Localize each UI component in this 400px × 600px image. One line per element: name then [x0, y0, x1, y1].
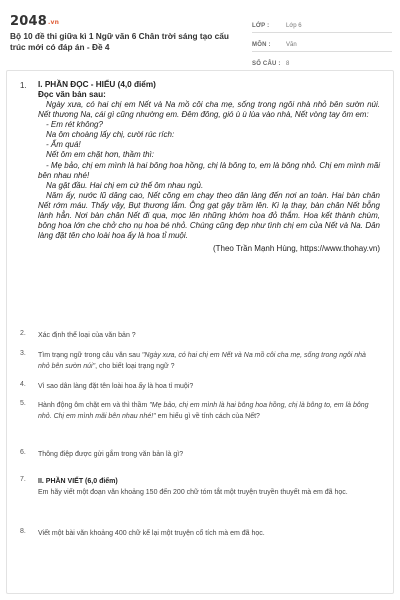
- meta-class: [252, 14, 392, 33]
- meta-class-value: Lớp 6: [286, 23, 302, 29]
- brand-name: 2048: [10, 14, 47, 29]
- passage-line: - Mẹ bảo, chị em mình là hai bông hoa hồng, chị là bông to, em là bông nhỏ. Chị em mình mãi bên nhau nhé!: [38, 160, 380, 180]
- question-text: Viết một bài văn khoảng 400 chữ kể lại một truyện cổ tích mà em đã học.: [38, 530, 265, 537]
- reading-passage: [38, 80, 380, 254]
- question-number: 7.: [20, 476, 26, 483]
- question-tail: , cho biết loại trạng ngữ ?: [95, 363, 175, 370]
- question-text: [38, 350, 378, 372]
- meta-count-value: 8: [286, 61, 290, 67]
- question-text: [38, 400, 378, 422]
- question-body: Em hãy viết một đoạn văn khoảng 150 đến 200 chữ tóm tắt một truyện truyền thuyết mà em đã học.: [38, 489, 348, 496]
- question-number: 2.: [20, 330, 26, 337]
- document-meta: [252, 14, 392, 71]
- brand-suffix: .vn: [47, 19, 60, 26]
- meta-subject-label: MÔN :: [252, 42, 271, 48]
- passage-line: - Em rét không?: [46, 120, 103, 130]
- passage-line: Năm ấy, nước lũ dâng cao, Nết cõng em chạy theo dân làng đến nơi an toàn. Hai bàn chân Nết rớm máu. Thấy vậy, Bụt thương lắm. Ông gạt gậy trầm lên. Kì lạ thay, bàn chân Nết bỗng lành hẳn. Nơi bàn chân Nết đi qua, mọc lên những khóm hoa đỏ thắm. Hoa kết thành chùm, bông hoa lớn che chở cho nụ hoa bé nhỏ. Chúng cũng đẹp như tình chị em của Nết và Na. Dân làng đặt tên cho loài hoa ấy là hoa tỉ muội.: [38, 190, 380, 241]
- question-number: 5.: [20, 400, 26, 407]
- question-quote: "Mẹ bảo, chị em mình là hai bông hoa hồng, chị là bông to, em là bông nhỏ. Chị em mình mãi bên nhau nhé!": [38, 402, 369, 420]
- question-tail: em hiểu gì về tính cách của Nết?: [155, 413, 260, 420]
- question-number: 4.: [20, 381, 26, 388]
- question-number: 1.: [20, 81, 27, 90]
- question-text: Thông điệp được gửi gắm trong văn bản là gì?: [38, 451, 184, 458]
- question-text: [38, 476, 378, 498]
- passage-line: Nết ôm em chặt hơn, thầm thì:: [46, 150, 154, 160]
- document-title: Bộ 10 đề thi giữa kì 1 Ngữ văn 6 Chân trời sáng tạo cấu trúc mới có đáp án - Đề 4: [10, 31, 229, 52]
- question-number: 8.: [20, 528, 26, 535]
- passage-text: [38, 100, 380, 241]
- question-text: Xác định thể loại của văn bản ?: [38, 332, 136, 339]
- question-lead: Hành động ôm chặt em và thì thầm: [38, 402, 150, 409]
- passage-source: (Theo Trần Mạnh Hùng, https://www.thohay.vn): [212, 244, 380, 254]
- question-number: 3.: [20, 350, 26, 357]
- brand-logo[interactable]: [10, 14, 59, 29]
- meta-subject-value: Văn: [286, 42, 297, 48]
- question-number: 6.: [20, 449, 26, 456]
- part1-subtitle: Đọc văn bản sau:: [38, 90, 106, 99]
- page-header: [0, 0, 400, 78]
- meta-subject: [252, 33, 392, 52]
- question-lead: Tìm trạng ngữ trong câu văn sau: [38, 352, 142, 359]
- passage-line: Na gật đầu. Hai chị em cứ thế ôm nhau ngủ.: [46, 180, 204, 190]
- meta-count-label: SỐ CÂU :: [252, 61, 281, 67]
- passage-line: - Ấm quá!: [46, 140, 81, 150]
- question-quote: "Ngày xưa, có hai chị em Nết và Na mồ côi cha mẹ, sống trong ngôi nhà nhỏ bên sườn núi": [38, 352, 366, 370]
- passage-line: Ngày xưa, có hai chị em Nết và Na mồ côi cha mẹ, sống trong ngôi nhà nhỏ bên sườn núi. Nết thương Na, cái gì cũng nhường em. Đêm đông, gió ù ù lùa vào nhà, Nết vòng tay ôm em:: [38, 100, 380, 120]
- meta-count: [252, 52, 392, 71]
- part2-title: II. PHẦN VIẾT (6,0 điểm): [38, 478, 118, 485]
- question-text: Vì sao dân làng đặt tên loài hoa ấy là hoa tỉ muội?: [38, 383, 194, 390]
- part1-title: I. PHẦN ĐỌC - HIỂU (4,0 điểm): [38, 80, 156, 89]
- passage-line: Na ôm choàng lấy chị, cười rúc rích:: [46, 130, 175, 140]
- meta-class-label: LỚP :: [252, 23, 270, 29]
